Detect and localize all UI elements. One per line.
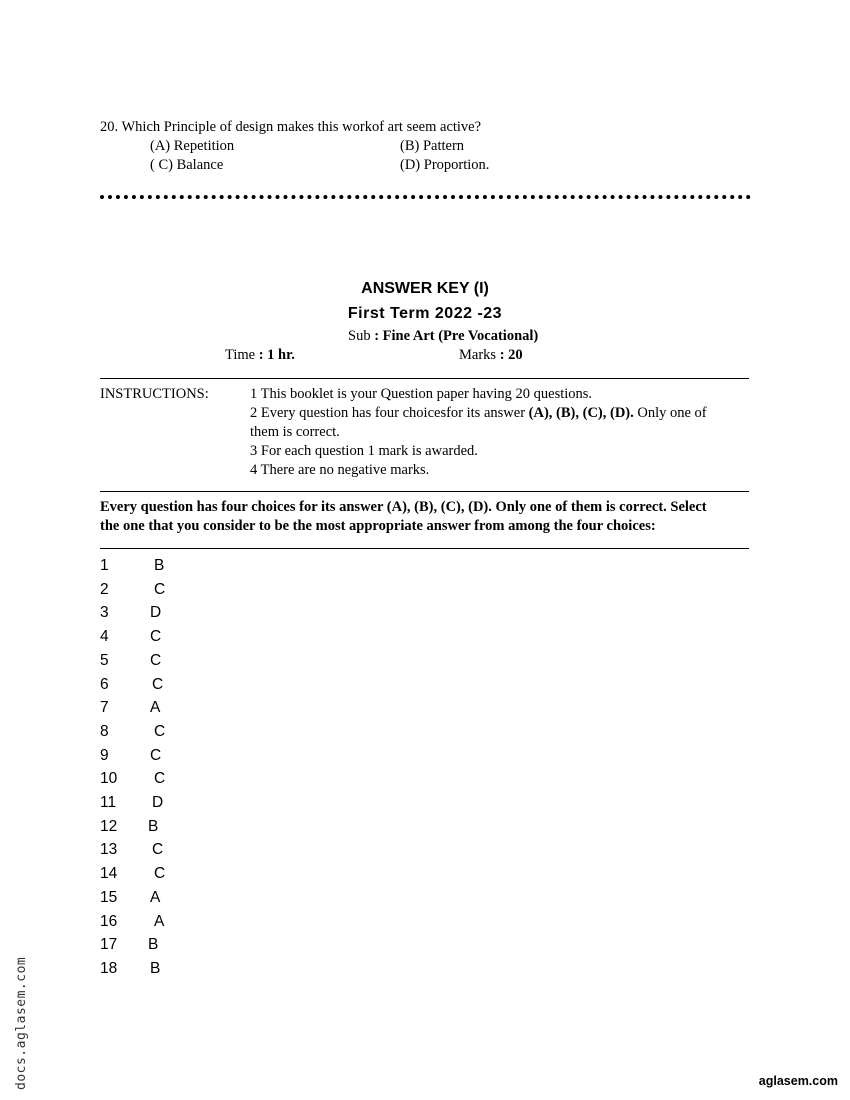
rule-1 <box>100 378 749 379</box>
answer-number: 3 <box>100 604 109 622</box>
marks-line <box>459 347 523 364</box>
answer-letter: D <box>150 604 162 622</box>
answer-number: 15 <box>100 888 118 906</box>
instruction-2-text: 2 Every question has four choicesfor its answer <box>250 405 529 421</box>
option-a: (A) Repetition <box>150 138 235 154</box>
answer-number: 11 <box>100 794 117 811</box>
instruction-2-cont: them is correct. <box>250 424 340 440</box>
answer-number: 14 <box>100 865 118 883</box>
time-line <box>225 347 295 364</box>
section-divider <box>100 195 751 199</box>
instruction-3: 3 For each question 1 mark is awarded. <box>250 443 478 459</box>
answer-number: 7 <box>100 699 109 717</box>
instruction-2-options: (A), (B), (C), (D). <box>528 405 634 421</box>
footer-site: aglasem.com <box>758 1074 838 1088</box>
subject-label: Sub <box>348 328 371 344</box>
instruction-1: 1 This booklet is your Question paper having 20 questions. <box>250 386 593 402</box>
answer-number: 1 <box>100 557 109 574</box>
answer-number: 13 <box>100 841 118 859</box>
answer-number: 10 <box>100 770 118 788</box>
answer-number: 17 <box>100 936 118 954</box>
answer-letter: C <box>150 746 162 764</box>
answer-letter: B <box>154 557 165 574</box>
answer-letter: C <box>150 651 162 669</box>
choice-note-line-1: Every question has four choices for its answer (A), (B), (C), (D). Only one of them is correct. Select <box>100 499 707 515</box>
option-c: ( C) Balance <box>150 157 224 173</box>
answer-letter: C <box>152 675 164 693</box>
answer-letter: A <box>150 888 161 906</box>
answer-letter: C <box>150 628 162 646</box>
marks-value: : 20 <box>499 347 523 363</box>
rule-3 <box>100 548 749 549</box>
instructions-label: INSTRUCTIONS: <box>100 386 209 402</box>
answer-number: 5 <box>100 651 109 669</box>
subject-value: : Fine Art (Pre Vocational) <box>374 328 539 344</box>
answer-letter: B <box>150 959 161 977</box>
answer-letter: B <box>148 936 159 954</box>
answer-number: 2 <box>100 580 109 598</box>
answer-letter: C <box>154 865 166 883</box>
answer-letter: B <box>148 817 159 835</box>
answer-number: 4 <box>100 628 109 646</box>
answer-number: 8 <box>100 722 109 740</box>
time-label: Time <box>225 347 256 363</box>
answer-number: 6 <box>100 675 109 693</box>
answer-letter: C <box>152 841 164 859</box>
answer-letter: A <box>154 912 165 930</box>
rule-2 <box>100 491 749 492</box>
time-value: : 1 hr. <box>258 347 295 363</box>
choice-note <box>100 498 760 536</box>
instruction-4: 4 There are no negative marks. <box>250 462 430 478</box>
answer-number: 16 <box>100 912 118 930</box>
answer-number: 18 <box>100 959 118 977</box>
answer-letter: D <box>152 794 164 811</box>
choice-note-line-2: the one that you consider to be the most appropriate answer from among the four choices: <box>100 518 656 534</box>
marks-label: Marks <box>459 347 497 363</box>
answer-number: 9 <box>100 746 109 764</box>
side-watermark: docs.aglasem.com <box>14 956 29 1090</box>
answer-key-title: ANSWER KEY (I) <box>361 280 489 297</box>
answer-letter: C <box>154 580 166 598</box>
answer-letter: C <box>154 722 166 740</box>
answer-letter: A <box>150 699 161 717</box>
term-title: First Term 2022 -23 <box>347 305 503 322</box>
question-20-text: 20. Which Principle of design makes this workof art seem active? <box>100 119 482 135</box>
instruction-2 <box>250 404 750 423</box>
option-d: (D) Proportion. <box>400 157 490 173</box>
subject-line <box>348 328 538 345</box>
answer-number: 12 <box>100 817 118 835</box>
instruction-2-tail: Only one of <box>633 405 707 421</box>
option-b: (B) Pattern <box>400 138 465 154</box>
answer-letter: C <box>154 770 166 788</box>
